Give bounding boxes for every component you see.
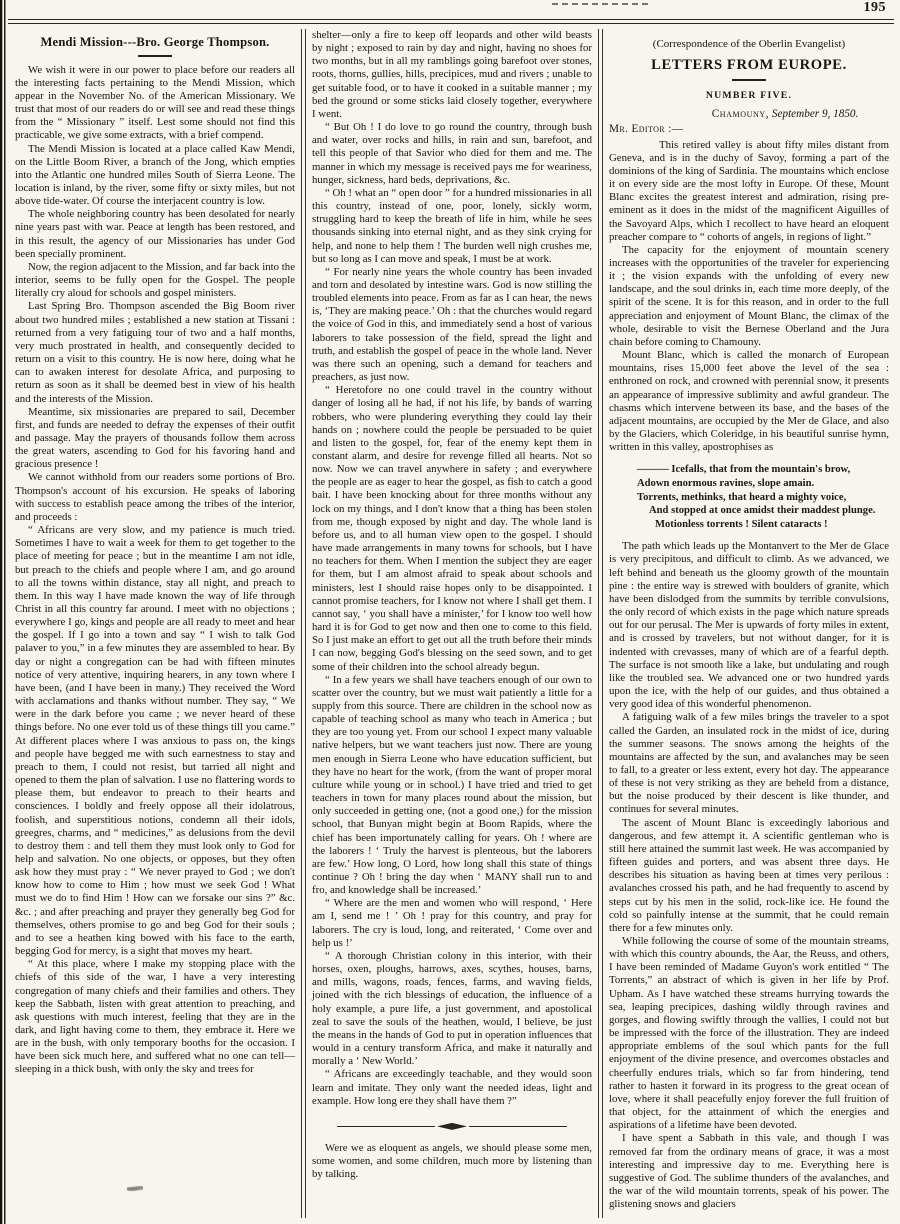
poem-quotation [637,463,889,531]
letter-body-part-2 [609,540,889,1211]
dateline-date: September 9, 1850. [771,107,859,120]
paragraph: “ For nearly nine years the whole country has been invaded and torn and desolated by intestine wars. God is now stilling the troubled elements into peace. From as far as I can hear, the news is, ‘They are making peace.’ Oh : that the churches would regard the voice of God in this, and immediately send a host of various laborers to take possession of the field, spread the light and truth, and establish the gospel of peace in the whole land. Never was there such an opening, such a demand for teachers and preachers, as just now. [312,265,592,384]
divider-diamond-icon [437,1123,467,1130]
page-number: 195 [863,0,886,15]
paragraph: While following the course of some of the mountain streams, with which this country abounds, the Aar, the Reuss, and others, I have been reminded of Madame Guyon's work entitled “ The Torrents,” an abstract of which is given in her life by Prof. Upham. As I have watched these streams hurrying towards the sea, leaping precipices, dashing wildly through ravines and gorges, and flowing swiftly through the vallies, I could not but be impressed with the force of the illustration. They are indeed appropriate emblems of the soul which pants for the full enjoyment of the divine presence, and overcomes obstacles and cheerfully endures trials, which so far from hindering, tend rather to hasten it forward in its progress to the great ocean of love, where it shall peacefully enjoy forever the full fruition of that object, for the attainment of which the energies and aspirations of a lifetime have been devoted. [609,935,889,1132]
paragraph: Last Spring Bro. Thompson ascended the Big Boom river about two hundred miles ; established a new station at Tissani : returned from a very fatiguing tour of two and a half months, very much prostrated in health, and consequently decided to return on a visit to this country. He is now here, doing what he can to awaken interest for desolate Africa, and purposing to return as soon as it shall be deemed best in view of his health and the interests of the Mission. [15,300,295,405]
correspondence-credit: (Correspondence of the Oberlin Evangelist) [652,38,846,50]
column-2 [307,29,597,1218]
column-3 [604,29,894,1218]
paragraph: “ A thorough Christian colony in this interior, with their horses, oxen, ploughs, harrows, axes, scythes, houses, barns, and mills, wagons, roads, fences, farms, and waving fields, joined with the rich blessings of education, the influence of a holy example, a pure life, a just government, and apostolical zeal to save the souls of the heathen, would, I believe, be just the means in the hands of God to put in operation influences that would in a century transform Africa, and make it naturally and morally a ‘ New World.’ [312,949,592,1068]
letter-body-part-1 [609,139,889,455]
paragraph: The whole neighboring country has been desolated for nearly nine years past with war. Peace at length has been restored, and in this result, the agency of our Missionaries has under God been specially prominent. [15,208,295,260]
article-title-letters-from-europe: LETTERS FROM EUROPE. [651,57,847,73]
paragraph: “ Where are the men and women who will respond, ‘ Here am I, send me ! ’ Oh ! pray for this country, and pray for laborers. The cry is loud, long, and reiterated, ‘ Come over and help us !’ [312,897,592,949]
dateline-place: Chamouny, [711,107,770,120]
column-rule-2 [598,29,603,1218]
poem-line: Adown enormous ravines, slope amain. [637,477,815,489]
paragraph: We wish it were in our power to place before our readers all the interesting facts pertaining to the Mendi Mission, which appear in the November No. of the American Missionary. We trust that most of our readers do or will see and read these things from the “ Missionary ” itself. Lest some should not find this practicable, we give some extracts, with a brief compend. [15,63,295,142]
poem-line: And stopped at once amidst their maddest plunge. [649,505,876,517]
paragraph: “ Heretofore no one could travel in the country without danger of losing all he had, if not his life, by bands of warring robbers, who were plundering everything they could lay their hands on ; nowhere could the people be persuaded to be quiet and listen to the gospel, for, fear of the enemy kept them in constant alarm, and desire for revenge filled all hearts. Not so now. Now we can travel anywhere in safety ; and everywhere the people are as eager to hear the gospel, as fish to catch a good bait. I have been knocking about for three months without any lock on my things, and I don't know that a thing has been stolen from me, though exposed by night and day. The whole land is before us, and to all human view open to the gospel. I should have made arrangements in many towns for schools, but I have no teachers for them. When I mention the subject they are eager for them, but I am almost afraid to speak about schools and ministers, lest I should raise hopes only to be disappointed. I cannot promise teachers, for I know not where I shall get them. I cannot say, ‘ you shall have a minister,’ for I know too well how hard it is for God to get now and then one to come to this field. So I just make an effort to get out all the truth before their minds I can now, begging God's blessing on the seed sown, and to get some of their children into the school already begun. [312,384,592,673]
paragraph: Meantime, six missionaries are prepared to sail, December first, and funds are needed to defray the expenses of their outfit and passage. May the prayers of thousands follow them across the great waters, ascending to God for his favoring hand and gracious presence ! [15,405,295,471]
paragraph: The ascent of Mount Blanc is exceedingly laborious and dangerous, and few attempt it. A scientific gentleman who is still here attained the summit last week. He was accompanied by fifteen guides and porters, and was absent three days. He describes his situation as having been at times very perilous : avalanches crossed his path, and he had frequently to ascend by steps cut by his men in the solid, rock-like ice. He found the cold so painfully intense at the summit, that he could remain there for a few minutes only. [609,816,889,934]
paragraph: We cannot withhold from our readers some portions of Bro. Thompson's account of his excursion. He speaks of laboring with success to establish peace among the tribes of the interior, and proceeds : [15,471,295,523]
installment-number: NUMBER FIVE. [705,89,793,101]
divider-line [337,1126,435,1127]
divider-line [469,1126,567,1127]
poem-line: Motionless torrents ! Silent cataracts ! [655,518,828,530]
paragraph: The path which leads up the Montanvert to the Mer de Glace is very precipitous, and difficult to climb. As we advanced, we left behind and beneath us the gloomy growth of the mountain pine : the entire way is strewed with boulders of granite, which have been dislodged from the summits by terrible convulsions, the only record of which exists in the page which nature spreads out for our perusal. The Mer is upwards of forty miles in extent, and is crossed by travelers, but not without danger, for it is indented with crevasses, many of which are of a fearful depth. The surface is not smooth like a lake, but undulating and rough like the troubled sea. We advanced one or two hundred yards upon the ice, with the help of our guides, and thus obtained a very good idea of this wonderful phenomenon. [609,540,889,711]
paragraph: “ Africans are very slow, and my patience is much tried. Sometimes I have to wait a week for them to get together to the place of meeting for peace ; but in the meantime I am not idle, but preach to the chiefs and people where I am, and go around to all the towns within distance, stay all night, and preach to them. In this way I have made known the way of life through Christ in all this country far around. I meet with no objections ; everywhere I go, kings and people are all ready to meet and hear the gospel. If I go into a town and say “ I wish to talk God palaver to you,” in a few minutes they are assembled to hear. By day or night a congregation can be had with fifteen minutes notice of very attentive, inquiring hearers, in any town where I have been, (and I have been in many.) They received the Word with acclamations and thanks without number. They say, “ We were in the dark before you came ; we never heard of these things before. No one ever told us of these things till you came.” At different places where I was anxious to pass on, the kings and people have begged me with such earnestness to stay and preach to them, I could not resist, but tarried all night and opened to them the plan of salvation. I use no flattering words to please them, but endeavor to preach to their hearts and consciences. I boldly and freely oppose all their idolatrous, foolish, and superstitious notions, condemn all their idols, greegres, charms, and “ medicines,” as delusions from the devil to destroy them : and tell them they must look only to God for help and salvation. No one objects, or opposes, but they often ask how they must pray : “ We never prayed to God ; we don't know how to come to Him ; how must we seek God ! What must we do to find Him ! How can we forsake our sins ?” &c. &c. ; and after preaching and prayer they generally beg God for themselves, others promise to go and beg God for their souls ; and to see a heathen king bowed with his face to the earth, begging God for mercy, is a sight that moves my heart. [15,524,295,958]
paragraph: This retired valley is about fifty miles distant from Geneva, and is in the duchy of Savoy, forming a part of the dominions of the king of Sardinia. The mountains which enclose it on every side are the most lofty in Europe. Of these, Mount Blanc excites the greatest interest and admiration, rising pre-eminent as it does in the midst of the magnificent Aiguilles of the Savoyard Alps, which I recollect to have heard an eloquent preacher compare to “ cohorts of angels, in regions of light.” [609,138,889,243]
poem-line: ——— Icefalls, that from the mountain's brow, [637,464,851,476]
title-rule [138,55,172,57]
salutation: Mr. Editor :— [609,122,684,135]
paragraph: “ In a few years we shall have teachers enough of our own to scatter over the country, but we must wait patiently a little for a supply from this source. There are children in the school now as capable of teaching school as many who teach in America ; but they are too young yet. From our school I expect many valuable native helpers, but we want teachers just now. There are young men enough in Sierra Leone who have education sufficient, but they have no heart for the work, (from the want of proper moral culture while young or in school.) I have tried and tried to get teachers in town for many places round about the mission, but only succeeded in getting one, (not a good one,) for the mission school, that Bunyan might begin at Boom Rapids, where the chief has been importunately calling for years. Oh ! where are the laborers ! ‘ Truly the harvest is plenteous, but the laborers are few.’ How long, O Lord, how long shall this state of things continue ? Oh ! bring the day when ‘ MANY shall run to and fro, and knowledge shall be increased.’ [312,673,592,897]
paragraph: “ But Oh ! I do love to go round the country, through bush and water, over rocks and hills, in rain and sun, barefoot, and tell this people of that Savior who died for them and me. The manner in which my message is received pays me for weariness, hunger, sickness, hard beds, deprivations, &c. [312,121,592,186]
article-title-mendi-mission: Mendi Mission---Bro. George Thompson. [40,35,270,49]
paragraph: The Mendi Mission is located at a place called Kaw Mendi, on the Little Boom River, a branch of the Jong, which empties into the Atlantic one hundred miles South of Sierra Leone. The location is inland, by the river, some fifty or sixty miles, but not above tide-water. Of course the interjacent country is low. [15,142,295,208]
column-rule-1 [301,29,306,1218]
dateline [609,108,889,120]
title-rule [732,79,766,81]
top-rule [8,19,894,24]
paragraph: A fatiguing walk of a few miles brings the traveler to a spot called the Garden, an insulated rock in the midst of ice, during the summer seasons. The snows among the heights of the mountains are affected by the sun, and avalanches may be seen to fall, to a greater or less extent, every hot day. The appearance of these is not very striking as they are beheld from a distance, but the noise produced by their descent is like thunder, and continues for several minutes. [609,711,889,816]
paragraph: Now, the region adjacent to the Mission, and far back into the interior, seems to be fully open for the Gospel. The people literally cry aloud for schools and gospel ministers. [15,260,295,300]
filler-paragraph: Were we as eloquent as angels, we should please some men, some women, and some children, much more by listening than by talking. [312,1141,592,1181]
binding-edge [0,0,7,1224]
column-1 [10,29,300,1218]
paragraph: “ At this place, where I make my stopping place with the chiefs of this side of the war, I have a very interesting congregation of many chiefs and their families and others. They keep the Sabbath, listen with great attention to preaching, and ask questions with much interest, feeling that they are in the dark, and light having come to them, they embrace it. Here we are in the bush, with only temporary booths for the occasion. I have been sick much here, and suffered what no one can tell—sleeping in a thick bush, with only the sky and trees for [15,958,295,1076]
columns-container [10,29,894,1218]
article-body-continued [312,29,592,1108]
article-body-mendi-mission [15,64,295,1077]
scan-artifact [552,3,648,5]
poem-line: Torrents, methinks, that heard a mighty voice, [637,491,847,503]
paragraph: Mount Blanc, which is called the monarch of European mountains, rises 15,000 feet above the level of the sea : enthroned on rock, and crowned with perennial snow, it presents an appearance of impressive sublimity and awful grandeur. The chasms which intervene between its base, and the bases of the adjacent mountains, are occupied by the Mer de Glace, and also by the Glaciers, which Coleridge, in his beautiful sunrise hymn, written in this valley, apostrophises as [609,349,889,454]
section-divider [337,1123,567,1130]
paragraph: The capacity for the enjoyment of mountain scenery increases with the opportunities of the traveler for experiencing it ; the vision expands with the unfolding of every new landscape, and the soul drinks in, each time more deeply, of the spirit of the scene. It is for this reason, and in order to the full appreciation and enjoyment of Mount Blanc, the climax of the whole, desirable to visit the Bernese Oberland and the Jura chain before coming to Chamouny. [609,243,889,348]
paragraph: “ Oh ! what an “ open door ” for a hundred missionaries in all this country, instead of one, poor, lonely, sickly worm, struggling hard to keep the breath of life in him, while he sees thousands sinking into eternal night, and as they sink crying for help, and none to help them ! The burden well nigh crushes me, but so long as I can move and speak, I must be at work. [312,186,592,265]
paragraph: shelter—only a fire to keep off leopards and other wild beasts by night ; exposed to rain by day and night, having no shoes for two months, but in all my ramblings going barefoot over stones, roots, thorns, gullies, hills, precipices, mud and rivers ; unable to get suitable food, or to have it cooked in a suitable manner ; my bed the ground or some sticks laid closely together, everywhere I went. [312,29,592,120]
paragraph: I have spent a Sabbath in this vale, and though I was removed far from the ordinary means of grace, it was a most interesting and impressive day to me. Everything here is suggestive of God. The sublime thunders of the avalanches, and the war of the wild mountain torrents, speak of his power. The glistening snows and glaciers [609,1132,889,1211]
paragraph: “ Africans are exceedingly teachable, and they would soon learn and imitate. They only want the needed ideas, light and example. How long ere they shall have them ?” [312,1068,592,1107]
